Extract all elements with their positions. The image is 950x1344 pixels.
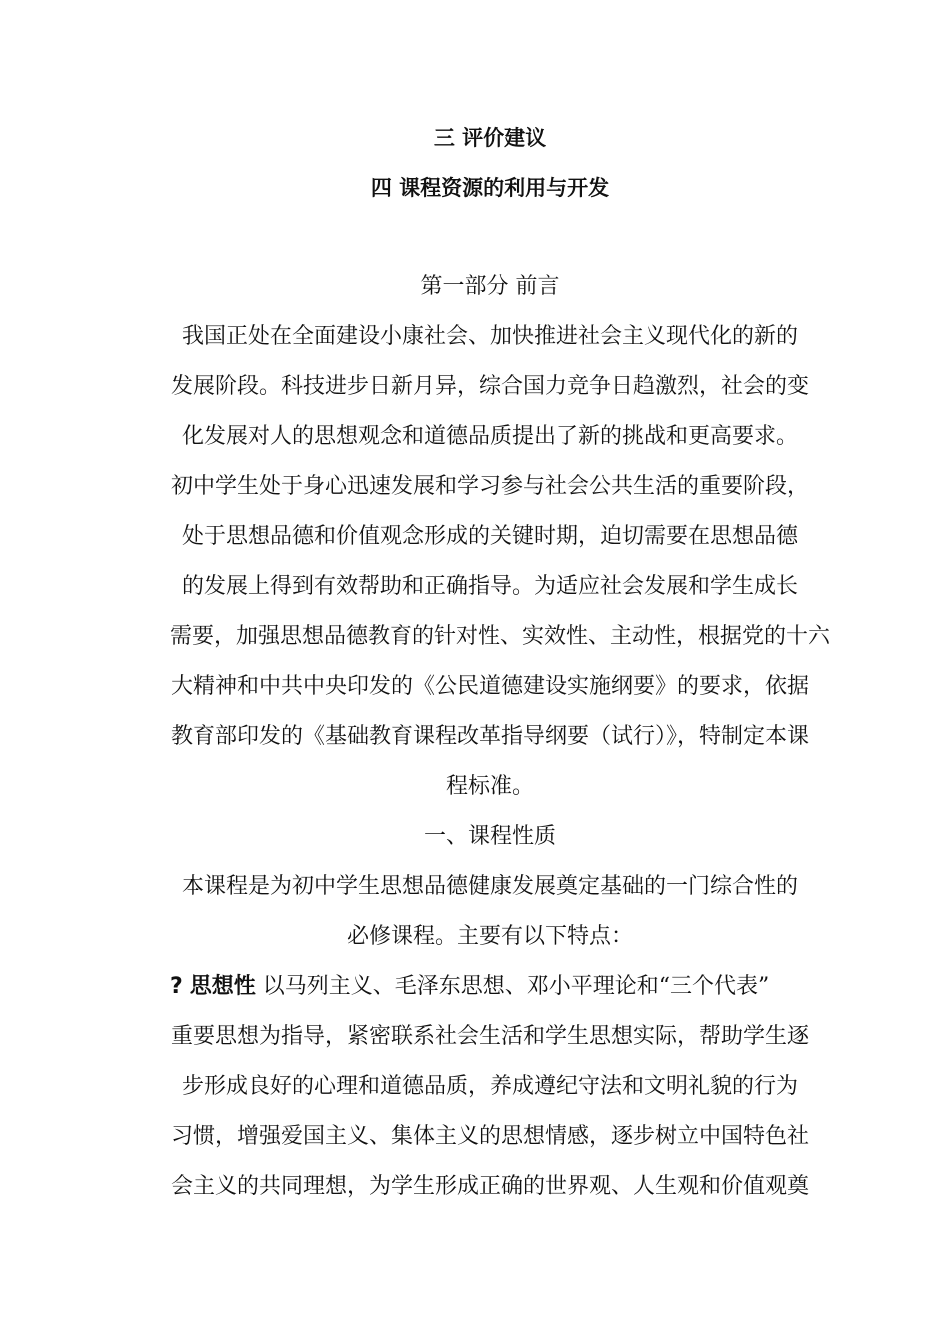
preface-line: 化发展对人的思想观念和道德品质提出了新的挑战和更高要求。 [181,424,798,449]
bullet-term: 思想性 [189,974,256,999]
preface-line: 发展阶段。科技进步日新月异，综合国力竞争日趋激烈，社会的变 [170,374,809,399]
nature-line: 本课程是为初中学生思想品德健康发展奠定基础的一门综合性的 [181,874,798,899]
bullet-line: 会主义的共同理想，为学生形成正确的世界观、人生观和价值观奠 [170,1174,809,1199]
preface-line: 大精神和中共中央印发的《公民道德建设实施纲要》的要求，依据 [170,674,809,699]
heading-course-resources: 四 课程资源的利用与开发 [370,176,610,200]
bullet-line: 步形成良好的心理和道德品质，养成遵纪守法和文明礼貌的行为 [181,1074,798,1099]
preface-line: 教育部印发的《基础教育课程改革指导纲要（试行）》，特制定本课 [170,724,809,749]
preface-line: 的发展上得到有效帮助和正确指导。为适应社会发展和学生成长 [181,574,798,599]
bullet-line: 重要思想为指导，紧密联系社会生活和学生思想实际，帮助学生逐 [170,1024,809,1049]
preface-line: 我国正处在全面建设小康社会、加快推进社会主义现代化的新的 [181,324,798,349]
preface-line: 需要，加强思想品德教育的针对性、实效性、主动性，根据党的十六 [170,624,831,649]
bullet-marker: ? [170,974,183,999]
preface-line: 处于思想品德和价值观念形成的关键时期，迫切需要在思想品德 [181,524,798,549]
preface-line: 程标准。 [445,774,534,799]
bullet-line: 习惯，增强爱国主义、集体主义的思想情感，逐步树立中国特色社 [170,1124,809,1149]
section-course-nature-title: 一、课程性质 [423,824,556,849]
part-one-title: 第一部分 前言 [420,274,560,299]
bullet-item-ideological [170,973,810,1001]
bullet-text: 以马列主义、毛泽东思想、邓小平理论和“三个代表” [262,974,770,999]
nature-line: 必修课程。主要有以下特点： [346,924,633,949]
heading-evaluation-suggestions: 三 评价建议 [433,126,547,150]
preface-line: 初中学生处于身心迅速发展和学习参与社会公共生活的重要阶段， [170,474,809,499]
